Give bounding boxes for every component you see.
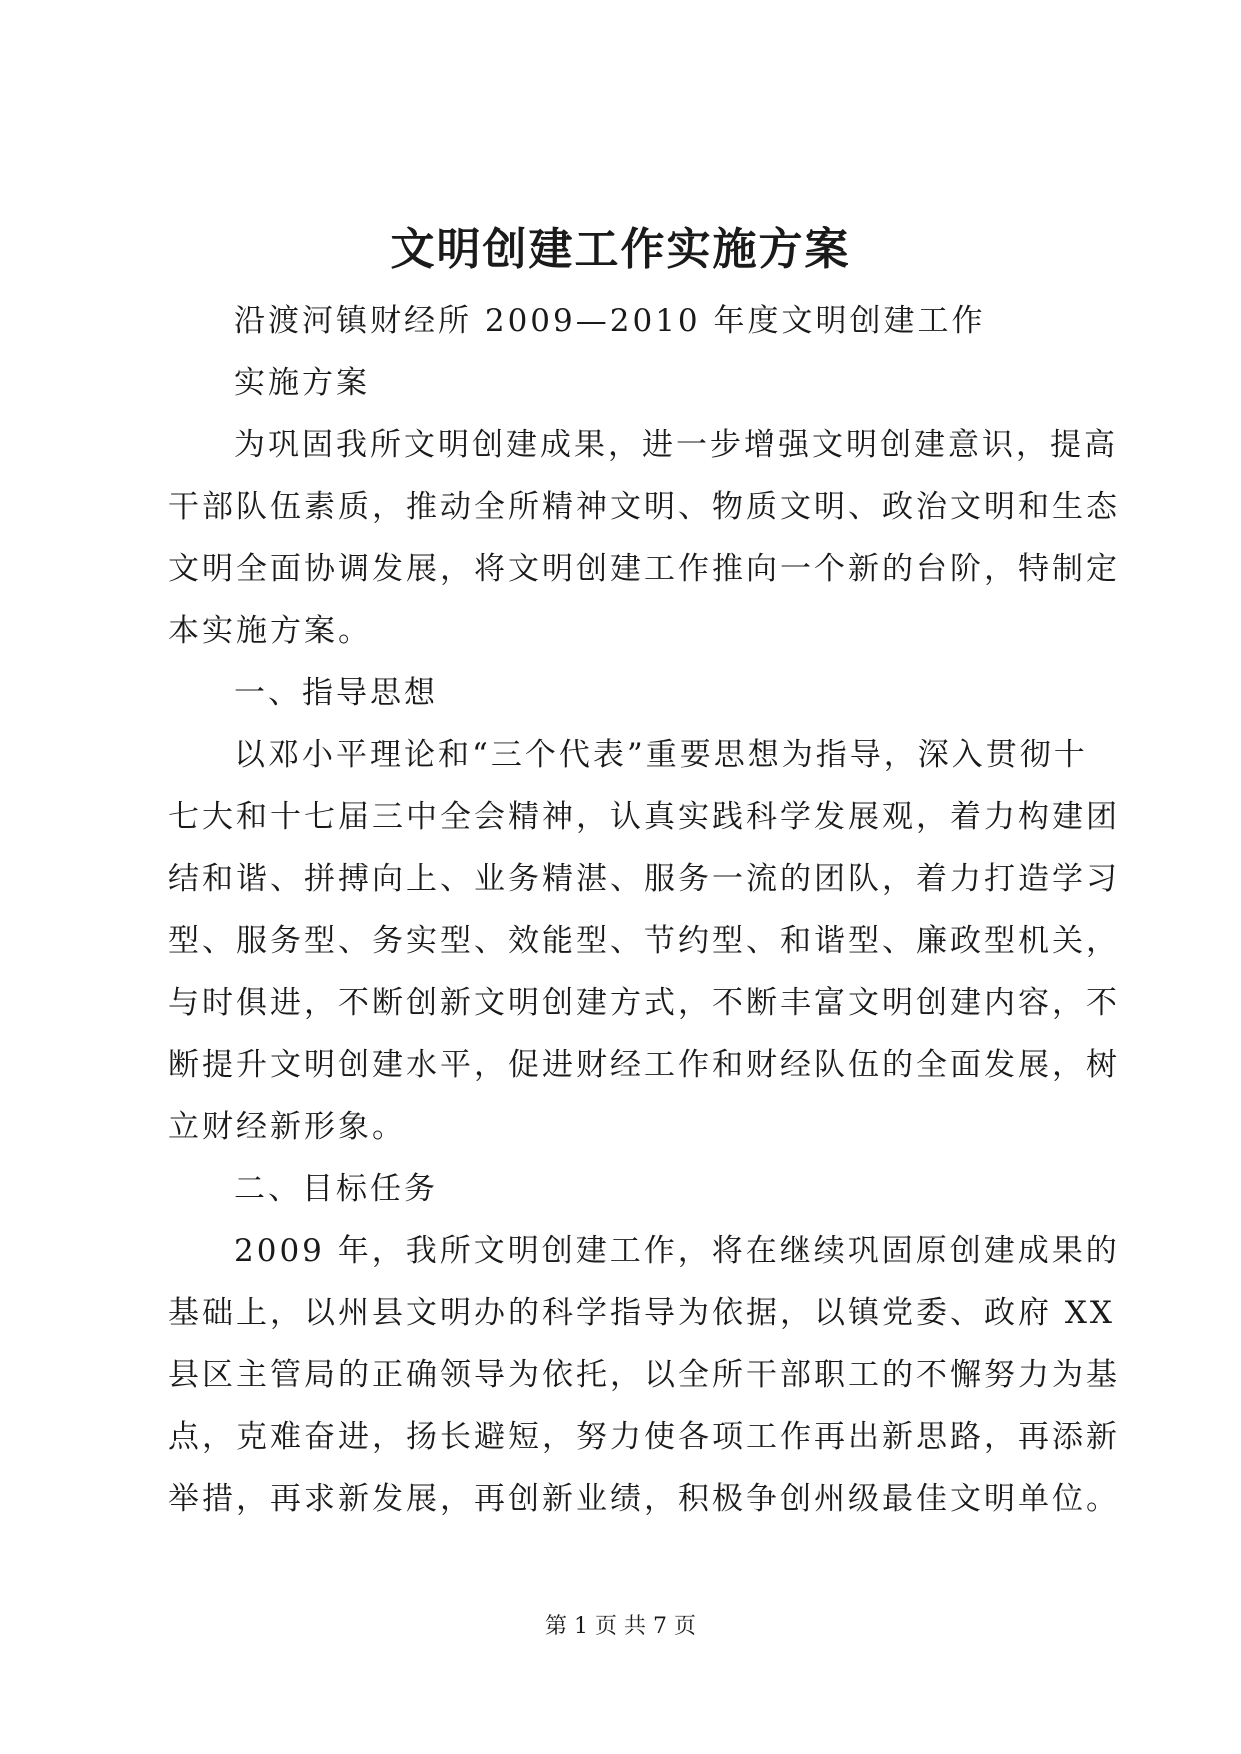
body-line: 结和谐、拼搏向上、业务精湛、服务一流的团队，着力打造学习 <box>168 861 1120 897</box>
body-line: 立财经新形象。 <box>168 1109 406 1145</box>
body-line: 型、服务型、务实型、效能型、节约型、和谐型、廉政型机关， <box>168 923 1120 959</box>
section-heading: 二、目标任务 <box>234 1171 438 1207</box>
body-line: 文明全面协调发展，将文明创建工作推向一个新的台阶，特制定 <box>168 551 1120 587</box>
body-line: 七大和十七届三中全会精神，认真实践科学发展观，着力构建团 <box>168 799 1120 835</box>
body-line: 本实施方案。 <box>168 613 372 649</box>
body-line: 县区主管局的正确领导为依托，以全所干部职工的不懈努力为基 <box>168 1357 1120 1393</box>
document-title: 文明创建工作实施方案 <box>390 224 851 275</box>
body-line: 基础上，以州县文明办的科学指导为依据，以镇党委、政府 XX <box>168 1295 1115 1331</box>
page-number: 第 1 页 共 7 页 <box>545 1614 696 1639</box>
body-line: 断提升文明创建水平，促进财经工作和财经队伍的全面发展，树 <box>168 1047 1120 1083</box>
body-line: 沿渡河镇财经所 2009—2010 年度文明创建工作 <box>234 303 986 339</box>
section-heading: 一、指导思想 <box>234 675 438 711</box>
body-line: 干部队伍素质，推动全所精神文明、物质文明、政治文明和生态 <box>168 489 1120 525</box>
body-line: 举措，再求新发展，再创新业绩，积极争创州级最佳文明单位。 <box>168 1481 1120 1517</box>
document-body <box>168 290 1120 1530</box>
body-line: 点，克难奋进，扬长避短，努力使各项工作再出新思路，再添新 <box>168 1419 1120 1455</box>
body-line: 为巩固我所文明创建成果，进一步增强文明创建意识，提高 <box>234 427 1118 463</box>
body-line: 实施方案 <box>234 365 370 401</box>
body-line: 与时俱进，不断创新文明创建方式，不断丰富文明创建内容，不 <box>168 985 1120 1021</box>
body-line: 2009 年，我所文明创建工作，将在继续巩固原创建成果的 <box>234 1233 1120 1269</box>
body-line: 以邓小平理论和“三个代表”重要思想为指导，深入贯彻十 <box>234 737 1088 773</box>
